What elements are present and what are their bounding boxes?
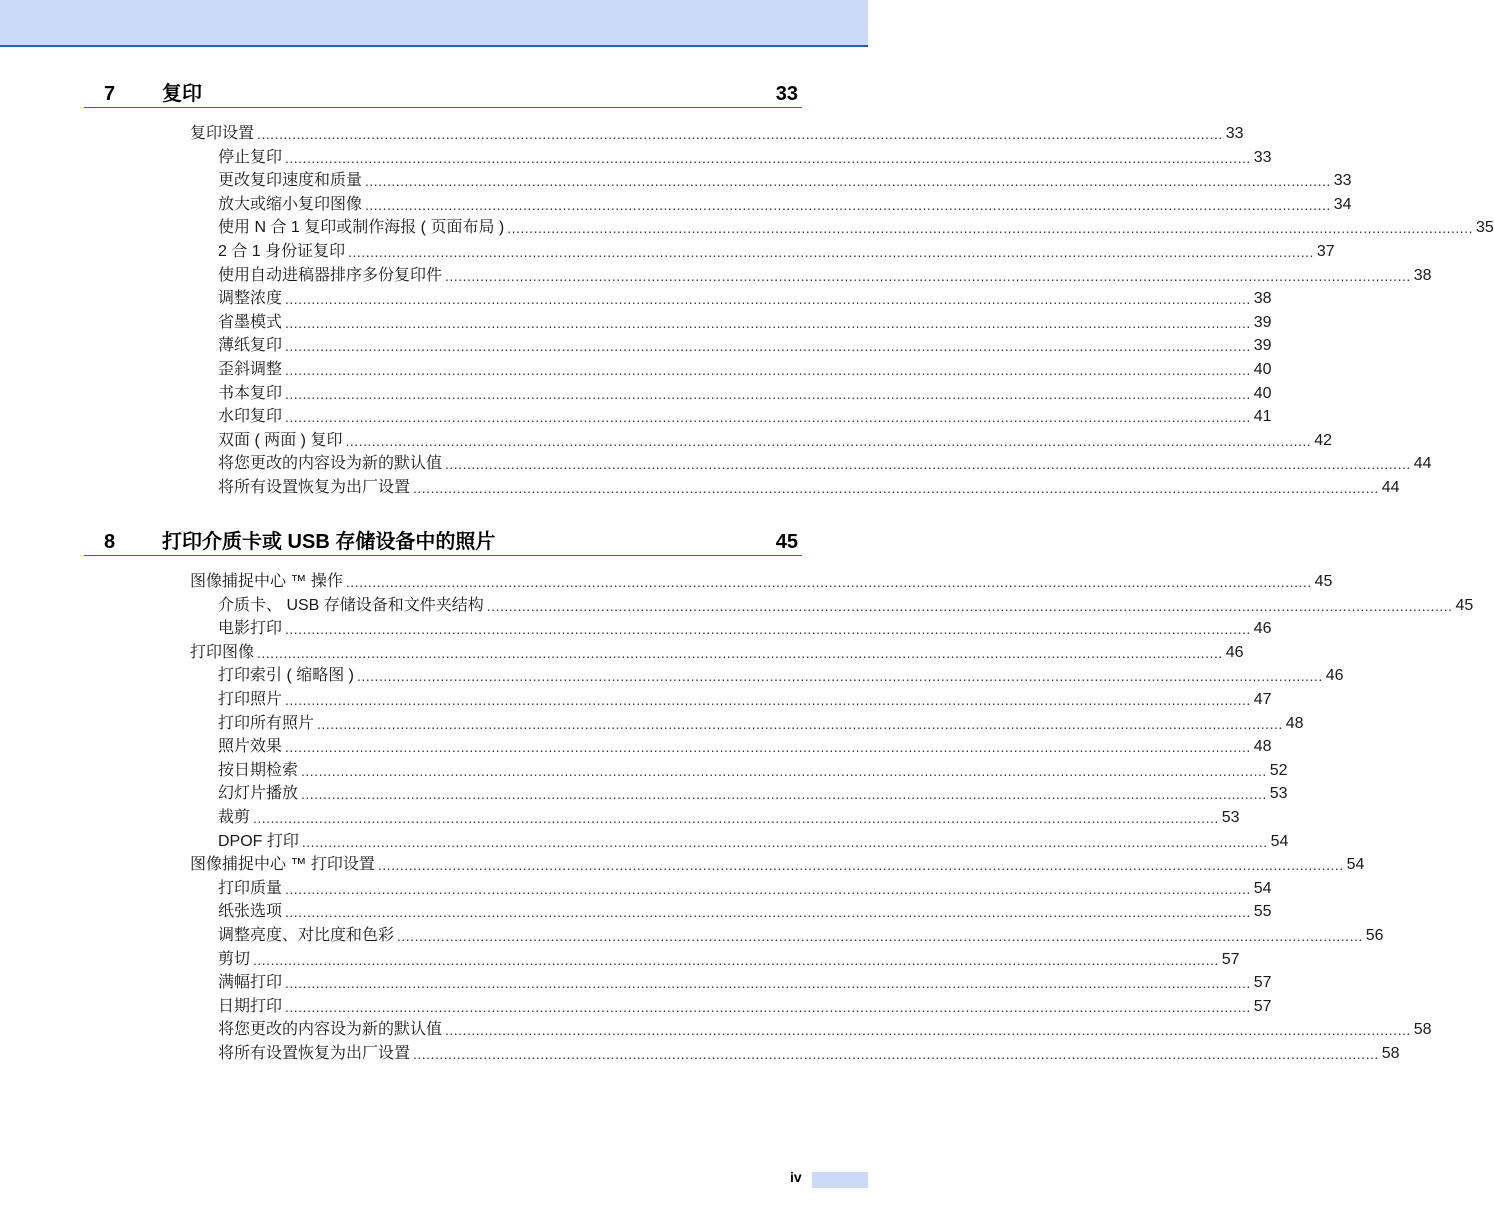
dot-leader: ............................................................................................................................................................................................................................ (285, 291, 1251, 307)
toc-entry-page: 53 (1221, 809, 1240, 826)
toc-entry-label: 照片效果 (218, 738, 283, 755)
toc-entry-label: 按日期检索 (218, 762, 299, 779)
dot-leader: ............................................................................................................................................................................................................................ (301, 763, 1267, 779)
toc-entry[interactable] (218, 1017, 1432, 1040)
toc-entry-label: 调整浓度 (218, 290, 283, 307)
toc-entry[interactable] (218, 829, 1289, 852)
toc-entry-page: 46 (1253, 620, 1272, 637)
toc-entry-page: 48 (1285, 715, 1304, 732)
page-tab (812, 1172, 868, 1188)
toc-entry-label: 复印设置 (190, 125, 255, 142)
toc-entry-page: 55 (1253, 903, 1272, 920)
toc-entry-page: 47 (1253, 691, 1272, 708)
toc-entry[interactable] (218, 404, 1272, 427)
toc-entry-page: 58 (1413, 1021, 1432, 1038)
toc-entry-label: 薄纸复印 (218, 337, 283, 354)
toc-entry-page: 37 (1316, 243, 1335, 260)
toc-entry-label: 停止复印 (218, 149, 283, 166)
toc-entry-page: 57 (1221, 951, 1240, 968)
toc-entry-page: 33 (1225, 125, 1244, 142)
dot-leader: ............................................................................................................................................................................................................................ (413, 1046, 1379, 1062)
toc-entry-page: 58 (1381, 1045, 1400, 1062)
toc-entry-page: 53 (1269, 785, 1288, 802)
toc-entry-label: 日期打印 (218, 998, 283, 1015)
toc-entry[interactable] (190, 852, 1365, 875)
dot-leader: ............................................................................................................................................................................................................................ (301, 834, 1268, 850)
chapter-number: 7 (104, 83, 116, 105)
dot-leader: ............................................................................................................................................................................................................................ (253, 952, 1219, 968)
toc-entry-label: 打印图像 (190, 644, 255, 661)
toc-entry-label: 使用 N 合 1 复印或制作海报 ( 页面布局 ) (218, 219, 505, 236)
chapter-heading[interactable] (84, 531, 802, 556)
toc-entry[interactable] (218, 711, 1304, 734)
toc-entry[interactable] (218, 381, 1272, 404)
toc-entry[interactable] (218, 994, 1272, 1017)
toc-entry-page: 33 (1333, 172, 1352, 189)
toc-entry-label: 打印索引 ( 缩略图 ) (218, 667, 354, 684)
dot-leader: ............................................................................................................................................................................................................................ (365, 173, 1331, 189)
toc-entry-label: 满幅打印 (218, 974, 283, 991)
chapter-number: 8 (104, 531, 116, 553)
toc-entry-page: 38 (1413, 267, 1432, 284)
toc-entry-label: 省墨模式 (218, 314, 283, 331)
toc-entry-label: 将所有设置恢复为出厂设置 (218, 479, 411, 496)
toc-entry-label: 剪切 (218, 951, 251, 968)
dot-leader: ............................................................................................................................................................................................................................ (445, 1022, 1411, 1038)
toc-entry-page: 54 (1346, 856, 1365, 873)
toc-entry[interactable] (218, 899, 1272, 922)
dot-leader: ............................................................................................................................................................................................................................ (445, 456, 1411, 472)
toc-entry-label: 纸张选项 (218, 903, 283, 920)
toc-entry-page: 40 (1253, 361, 1272, 378)
toc-entry-label: 放大或缩小复印图像 (218, 196, 363, 213)
chapter-page: 33 (775, 83, 798, 105)
chapter-title: 打印介质卡或 USB 存储设备中的照片 (162, 531, 496, 553)
toc-entry-page: 33 (1253, 149, 1272, 166)
dot-leader: ............................................................................................................................................................................................................................ (345, 574, 1312, 590)
toc-entry[interactable] (218, 947, 1240, 970)
toc-entry-label: 图像捕捉中心 ™ 打印设置 (190, 856, 375, 873)
dot-leader: ............................................................................................................................................................................................................................ (345, 433, 1312, 449)
toc-entry[interactable] (218, 428, 1332, 451)
toc-entry-label: 更改复印速度和质量 (218, 172, 363, 189)
toc-entry[interactable] (218, 192, 1352, 215)
toc-entry-page: 44 (1381, 479, 1400, 496)
toc-entry-label: 歪斜调整 (218, 361, 283, 378)
toc-entry-label: 水印复印 (218, 408, 283, 425)
toc-entry[interactable] (218, 333, 1272, 356)
toc-entry[interactable] (218, 970, 1272, 993)
toc-entry[interactable] (218, 310, 1272, 333)
dot-leader: ............................................................................................................................................................................................................................ (285, 881, 1251, 897)
toc-entry[interactable] (218, 357, 1272, 380)
toc-entry-page: 35 (1475, 219, 1494, 236)
toc-entry-label: 打印质量 (218, 880, 283, 897)
toc-entry-label: 裁剪 (218, 809, 251, 826)
toc-entry-label: 幻灯片播放 (218, 785, 299, 802)
toc-entry[interactable] (218, 758, 1288, 781)
toc-entry-label: 将您更改的内容设为新的默认值 (218, 455, 443, 472)
dot-leader: ............................................................................................................................................................................................................................ (413, 480, 1379, 496)
toc-entry[interactable] (218, 451, 1432, 474)
dot-leader: ............................................................................................................................................................................................................................ (507, 220, 1473, 236)
toc-entry-page: 46 (1225, 644, 1244, 661)
dot-leader: ............................................................................................................................................................................................................................ (285, 739, 1251, 755)
dot-leader: ............................................................................................................................................................................................................................ (285, 692, 1251, 708)
toc-entry-label: 书本复印 (218, 385, 283, 402)
toc-entry[interactable] (190, 569, 1333, 592)
toc-entry-page: 45 (1314, 573, 1333, 590)
dot-leader: ............................................................................................................................................................................................................................ (285, 338, 1251, 354)
toc-entry-page: 54 (1253, 880, 1272, 897)
toc-entry-page: 34 (1333, 196, 1352, 213)
toc-entry-label: 将所有设置恢复为出厂设置 (218, 1045, 411, 1062)
dot-leader: ............................................................................................................................................................................................................................ (285, 150, 1251, 166)
dot-leader: ............................................................................................................................................................................................................................ (257, 126, 1223, 142)
dot-leader: ............................................................................................................................................................................................................................ (365, 197, 1331, 213)
toc-entry-page: 39 (1253, 337, 1272, 354)
toc-entry[interactable] (218, 876, 1272, 899)
toc-entry[interactable] (218, 286, 1272, 309)
toc-entry[interactable] (218, 475, 1400, 498)
toc-entry[interactable] (218, 663, 1344, 686)
toc-entry-page: 38 (1253, 290, 1272, 307)
dot-leader: ............................................................................................................................................................................................................................ (253, 810, 1219, 826)
dot-leader: ............................................................................................................................................................................................................................ (285, 409, 1251, 425)
toc-entry[interactable] (190, 121, 1244, 144)
toc-entry-page: 40 (1253, 385, 1272, 402)
toc-entry[interactable] (218, 145, 1272, 168)
dot-leader: ............................................................................................................................................................................................................................ (285, 975, 1251, 991)
dot-leader: ............................................................................................................................................................................................................................ (357, 668, 1323, 684)
toc-entry[interactable] (190, 640, 1244, 663)
page-number: iv (790, 1169, 802, 1185)
dot-leader: ............................................................................................................................................................................................................................ (397, 928, 1363, 944)
dot-leader: ............................................................................................................................................................................................................................ (486, 598, 1453, 614)
toc-entry-page: 39 (1253, 314, 1272, 331)
toc-entry-label: 电影打印 (218, 620, 283, 637)
toc-entry-label: 介质卡、 USB 存储设备和文件夹结构 (218, 597, 484, 614)
toc-entry-page: 56 (1365, 927, 1384, 944)
toc-entry-label: 2 合 1 身份证复印 (218, 243, 346, 260)
dot-leader: ............................................................................................................................................................................................................................ (285, 362, 1251, 378)
chapter-page: 45 (775, 531, 798, 553)
dot-leader: ............................................................................................................................................................................................................................ (445, 268, 1411, 284)
toc-entry[interactable] (218, 263, 1432, 286)
toc-entry-page: 41 (1253, 408, 1272, 425)
dot-leader: ............................................................................................................................................................................................................................ (377, 857, 1344, 873)
dot-leader: ............................................................................................................................................................................................................................ (348, 244, 1314, 260)
chapter-title: 复印 (162, 83, 202, 105)
toc-entry-label: 图像捕捉中心 ™ 操作 (190, 573, 343, 590)
dot-leader: ............................................................................................................................................................................................................................ (285, 999, 1251, 1015)
toc-entry[interactable] (218, 1041, 1400, 1064)
toc-entry-page: 44 (1413, 455, 1432, 472)
dot-leader: ............................................................................................................................................................................................................................ (285, 621, 1251, 637)
toc-entry-label: 打印所有照片 (218, 715, 315, 732)
toc-entry[interactable] (218, 805, 1240, 828)
dot-leader: ............................................................................................................................................................................................................................ (317, 716, 1283, 732)
toc-entry-label: DPOF 打印 (218, 833, 299, 850)
toc-entry-label: 双面 ( 两面 ) 复印 (218, 432, 343, 449)
toc-entry[interactable] (218, 781, 1288, 804)
toc-entry-page: 57 (1253, 998, 1272, 1015)
toc-entry[interactable] (218, 215, 1494, 238)
toc-entry-page: 54 (1270, 833, 1289, 850)
toc-entry[interactable] (218, 616, 1272, 639)
toc-entry-page: 42 (1314, 432, 1332, 449)
toc-entry[interactable] (218, 923, 1384, 946)
toc-entry-label: 打印照片 (218, 691, 283, 708)
toc-entry[interactable] (218, 168, 1352, 191)
chapter-heading[interactable] (84, 83, 802, 108)
header-band (0, 0, 868, 47)
toc-entry-label: 使用自动进稿器排序多份复印件 (218, 267, 443, 284)
toc-entry-page: 45 (1455, 597, 1474, 614)
toc-entry[interactable] (218, 687, 1272, 710)
dot-leader: ............................................................................................................................................................................................................................ (301, 786, 1267, 802)
toc-entry[interactable] (218, 734, 1272, 757)
dot-leader: ............................................................................................................................................................................................................................ (257, 645, 1223, 661)
toc-entry-page: 52 (1269, 762, 1288, 779)
toc-entry-label: 将您更改的内容设为新的默认值 (218, 1021, 443, 1038)
dot-leader: ............................................................................................................................................................................................................................ (285, 386, 1251, 402)
toc-entry-page: 57 (1253, 974, 1272, 991)
toc-entry[interactable] (218, 593, 1474, 616)
toc-entry[interactable] (218, 239, 1335, 262)
dot-leader: ............................................................................................................................................................................................................................ (285, 315, 1251, 331)
toc-entry-page: 48 (1253, 738, 1272, 755)
dot-leader: ............................................................................................................................................................................................................................ (285, 904, 1251, 920)
toc-entry-page: 46 (1325, 667, 1344, 684)
toc-entry-label: 调整亮度、对比度和色彩 (218, 927, 395, 944)
